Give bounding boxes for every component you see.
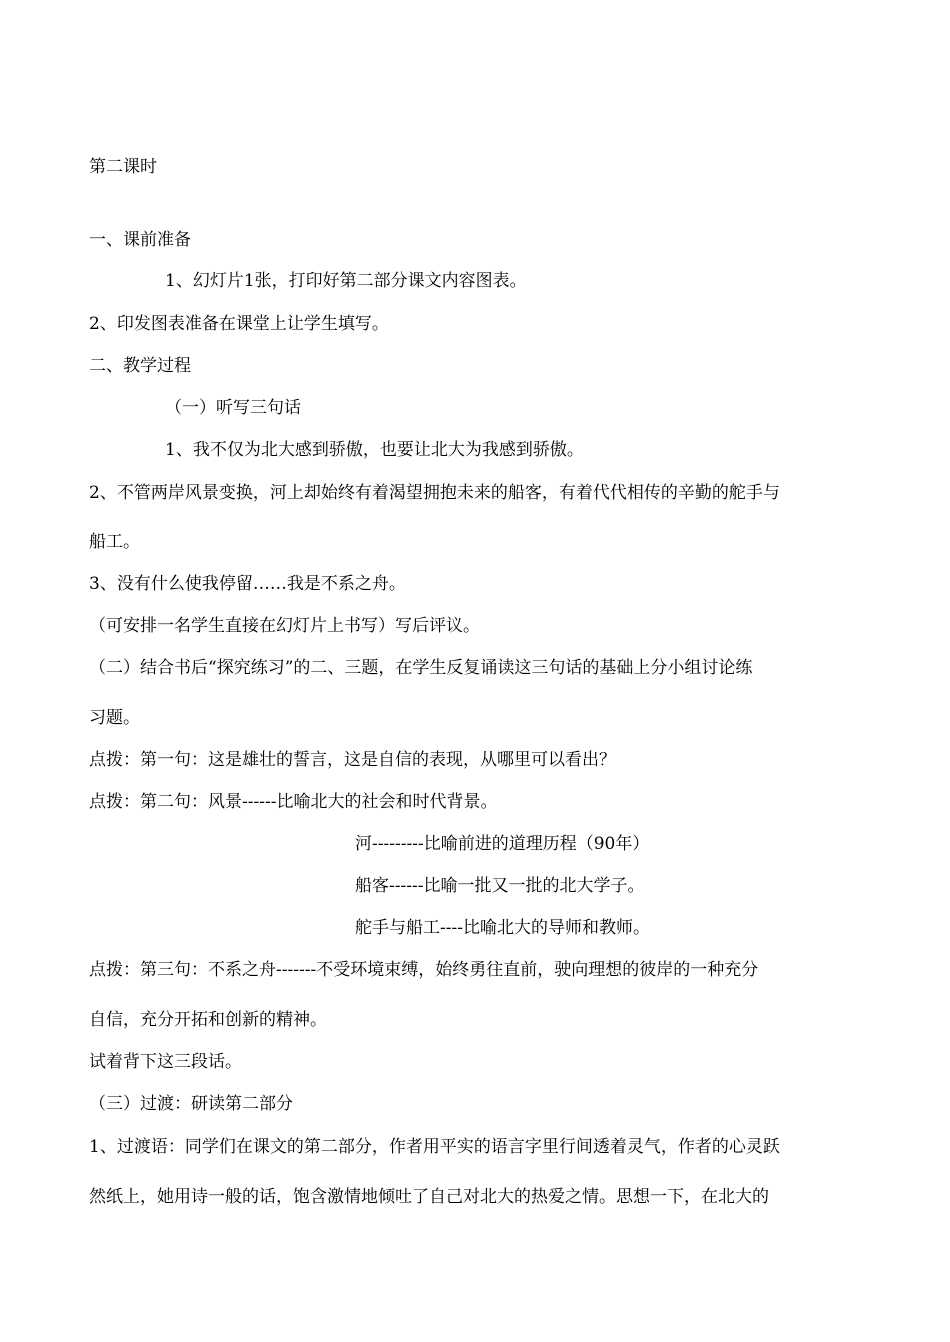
hint-2-helmsmen: 舵手与船工----比喻北大的导师和教师。 — [355, 918, 650, 938]
transition-line-2: 然纸上，她用诗一般的话，饱含激情地倾吐了自己对北大的热爱之情。思想一下，在北大的 — [89, 1187, 769, 1207]
sentence-2-line-1: 2、不管两岸风景变换，河上却始终有着渴望拥抱未来的船客，有着代代相传的辛勤的舵手与 — [89, 483, 780, 503]
sentence-1: 1、我不仅为北大感到骄傲，也要让北大为我感到骄傲。 — [165, 440, 584, 460]
hint-2-river: 河---------比喻前进的道理历程（90年） — [355, 834, 650, 854]
section-heading-process: 二、教学过程 — [89, 356, 191, 376]
hint-3-line-1: 点拨：第三句：不系之舟-------不受环境束缚，始终勇往直前，驶向理想的彼岸的一种充分 — [89, 960, 759, 980]
dictation-note: （可安排一名学生直接在幻灯片上书写）写后评议。 — [89, 616, 480, 636]
sentence-3: 3、没有什么使我停留……我是不系之舟。 — [89, 574, 406, 594]
hint-2: 点拨：第二句：风景------比喻北大的社会和时代背景。 — [89, 792, 498, 812]
hint-3-line-2: 自信，充分开拓和创新的精神。 — [89, 1010, 327, 1030]
hint-2-passengers: 船客------比喻一批又一批的北大学子。 — [355, 876, 645, 896]
transition-line-1: 1、过渡语：同学们在课文的第二部分，作者用平实的语言字里行间透着灵气，作者的心灵跃 — [89, 1137, 780, 1157]
prep-item-1: 1、幻灯片1张，打印好第二部分课文内容图表。 — [165, 271, 527, 291]
section-heading-preparation: 一、课前准备 — [89, 230, 191, 250]
lesson-title: 第二课时 — [89, 157, 157, 177]
sentence-2-line-2: 船工。 — [89, 532, 140, 552]
recite-instruction: 试着背下这三段话。 — [89, 1052, 242, 1072]
hint-1: 点拨：第一句：这是雄壮的誓言，这是自信的表现，从哪里可以看出？ — [89, 750, 616, 770]
part-heading-dictation: （一）听写三句话 — [165, 398, 301, 418]
part-heading-transition: （三）过渡：研读第二部分 — [89, 1094, 293, 1114]
part-2-line-1: （二）结合书后“探究练习”的二、三题，在学生反复诵读这三句话的基础上分小组讨论练 — [89, 658, 753, 678]
prep-item-2: 2、印发图表准备在课堂上让学生填写。 — [89, 314, 389, 334]
part-2-line-2: 习题。 — [89, 708, 140, 728]
